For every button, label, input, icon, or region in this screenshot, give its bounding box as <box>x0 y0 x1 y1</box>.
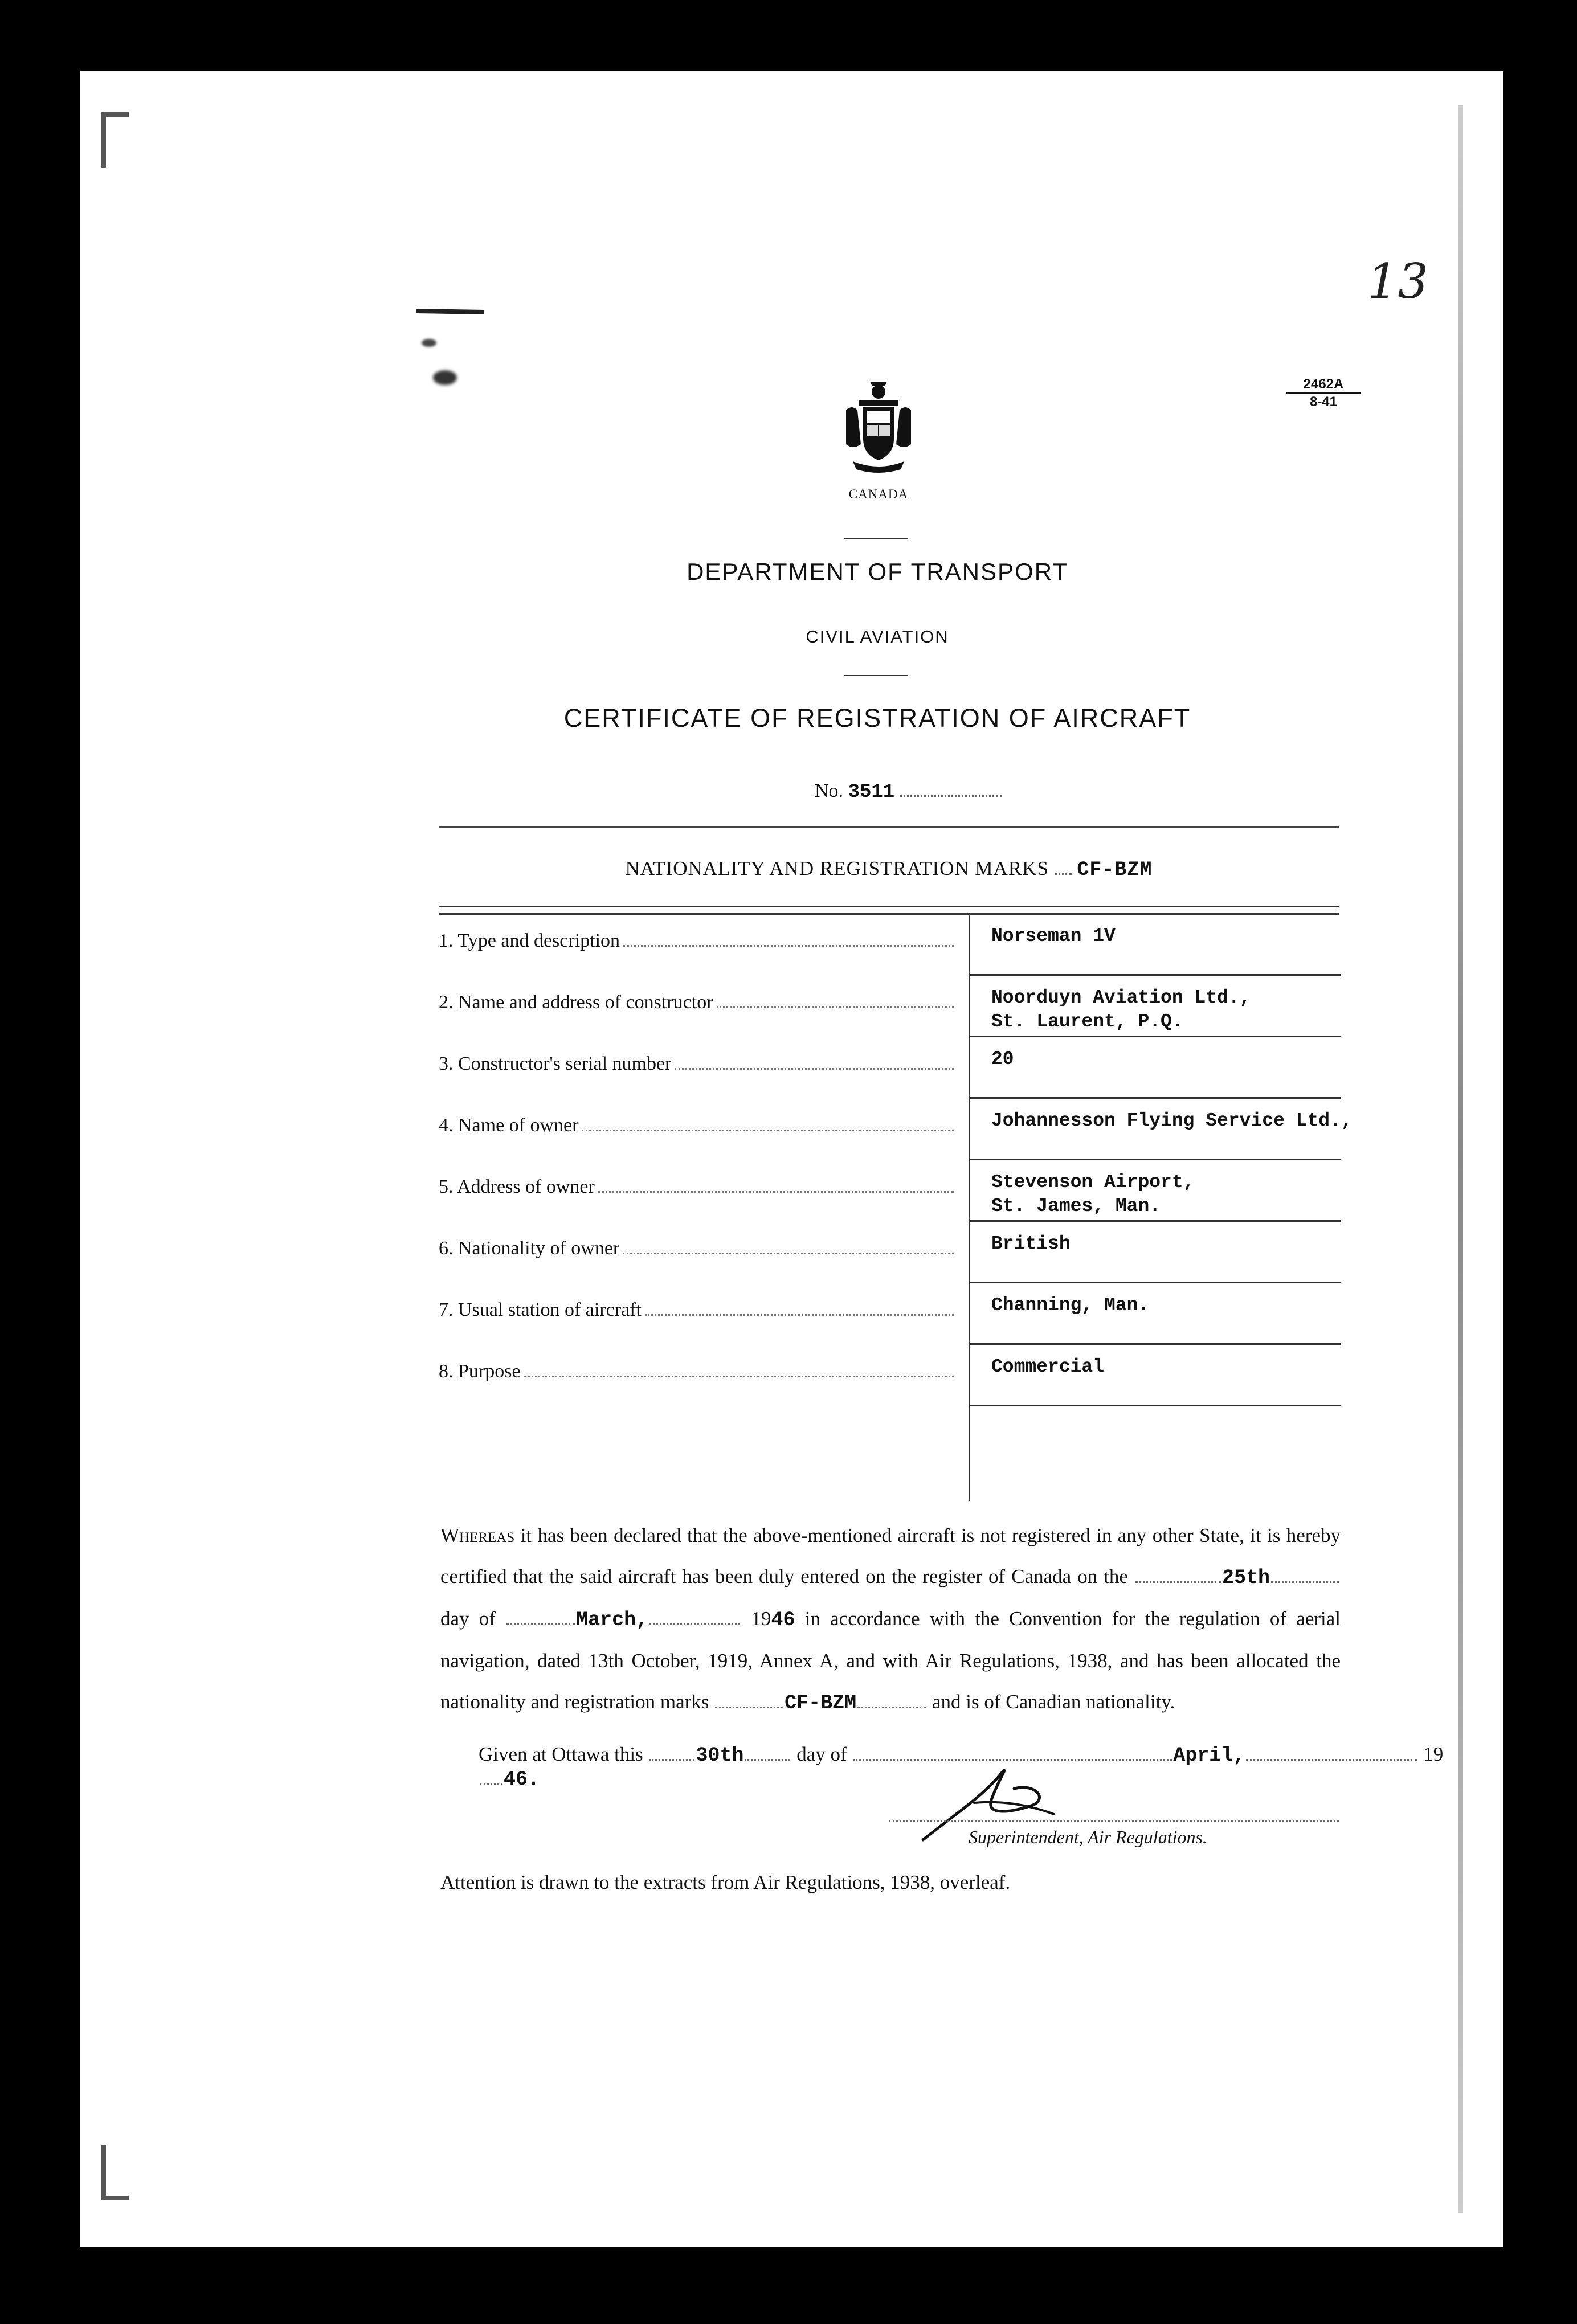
table-row <box>439 914 1339 976</box>
attention-note: Attention is drawn to the extracts from Air Regulations, 1938, overleaf. <box>440 1871 1011 1893</box>
coat-of-arms-icon <box>841 376 916 476</box>
row-label: 8. Purpose <box>439 1361 957 1382</box>
row-label: 6. Nationality of owner <box>439 1238 957 1259</box>
ink-smudge <box>422 339 436 347</box>
whereas-paragraph: Whereas it has been declared that the above-mentioned aircraft is not registered in any other State, it is hereby certified that the said aircraft has been duly entered on the register of Canada on the 25th day of March, 1946 in accordance with the Convention for the regulation of aerial navigation, dated 13th October, 1919, Annex A, and with Air Regulations, 1938, and has been allocated the nationality and registration marks CF-BZM and is of Canadian nationality. <box>440 1524 1341 1715</box>
given-month: April, <box>1173 1744 1245 1767</box>
divider <box>844 538 908 539</box>
emblem-label: CANADA <box>848 487 909 501</box>
row-value: Commercial <box>991 1356 1105 1377</box>
ink-smudge <box>433 370 457 385</box>
given-day: 30th <box>696 1744 744 1767</box>
double-divider <box>439 906 1339 915</box>
certificate-number-value: 3511 <box>848 782 895 803</box>
row-label: 3. Constructor's serial number <box>439 1053 957 1075</box>
table-row <box>439 1283 1339 1345</box>
given-year: 46. <box>504 1768 540 1791</box>
certificate-number <box>815 780 1043 803</box>
registration-corner-mark <box>101 112 129 168</box>
row-value: Norseman 1V <box>991 926 1116 947</box>
table-row <box>439 1037 1339 1099</box>
form-date: 8-41 <box>1309 394 1338 410</box>
row-value: 20 <box>991 1049 1014 1070</box>
row-label: 4. Name of owner <box>439 1115 957 1136</box>
page-edge-shadow <box>1458 105 1463 2213</box>
divider <box>844 675 908 676</box>
form-number <box>1286 377 1361 410</box>
row-label: 7. Usual station of aircraft <box>439 1299 957 1321</box>
given-at-line: Given at Ottawa this 30th day of April, 1946. <box>479 1743 1444 1791</box>
table-row <box>439 1345 1339 1406</box>
row-underline <box>970 1405 1341 1406</box>
registration-month: March, <box>576 1609 648 1631</box>
row-label: 2. Name and address of constructor <box>439 992 957 1013</box>
ink-smudge <box>416 309 484 314</box>
row-label: 5. Address of owner <box>439 1176 957 1198</box>
table-row <box>439 976 1339 1037</box>
row-value: Channing, Man. <box>991 1295 1150 1316</box>
row-value: Noorduyn Aviation Ltd., St. Laurent, P.Q. <box>991 987 1251 1032</box>
nationality-marks-label: NATIONALITY AND REGISTRATION MARKS <box>625 857 1049 879</box>
registration-marks: CF-BZM <box>785 1692 857 1715</box>
department-heading: DEPARTMENT OF TRANSPORT <box>687 558 1068 585</box>
divider <box>439 826 1339 828</box>
handwritten-page-number: 13 <box>1367 253 1428 309</box>
registration-corner-mark <box>101 2145 129 2200</box>
registration-table <box>439 914 1353 1501</box>
row-value: Stevenson Airport, St. James, Man. <box>991 1172 1195 1217</box>
registration-day: 25th <box>1221 1566 1270 1589</box>
row-value: British <box>991 1233 1071 1254</box>
dotted-leader <box>1055 873 1072 875</box>
nationality-marks-value: CF-BZM <box>1077 858 1153 881</box>
certificate-title: CERTIFICATE OF REGISTRATION OF AIRCRAFT <box>563 703 1191 733</box>
whereas-lead: Whereas <box>440 1524 515 1546</box>
form-code: 2462A <box>1286 377 1361 394</box>
row-value: Johannesson Flying Service Ltd., <box>991 1110 1353 1131</box>
table-row <box>439 1099 1353 1160</box>
row-label: 1. Type and description <box>439 930 957 952</box>
certificate-sheet <box>80 71 1503 2247</box>
registration-year: 46 <box>771 1609 795 1631</box>
dotted-leader <box>900 795 1002 797</box>
signature-title: Superintendent, Air Regulations. <box>969 1827 1207 1847</box>
certificate-number-label: No. <box>815 780 844 801</box>
table-row <box>439 1222 1339 1283</box>
table-row <box>439 1160 1339 1222</box>
signature-line <box>889 1820 1339 1822</box>
nationality-marks-line <box>439 857 1339 881</box>
division-heading: CIVIL AVIATION <box>806 627 949 647</box>
